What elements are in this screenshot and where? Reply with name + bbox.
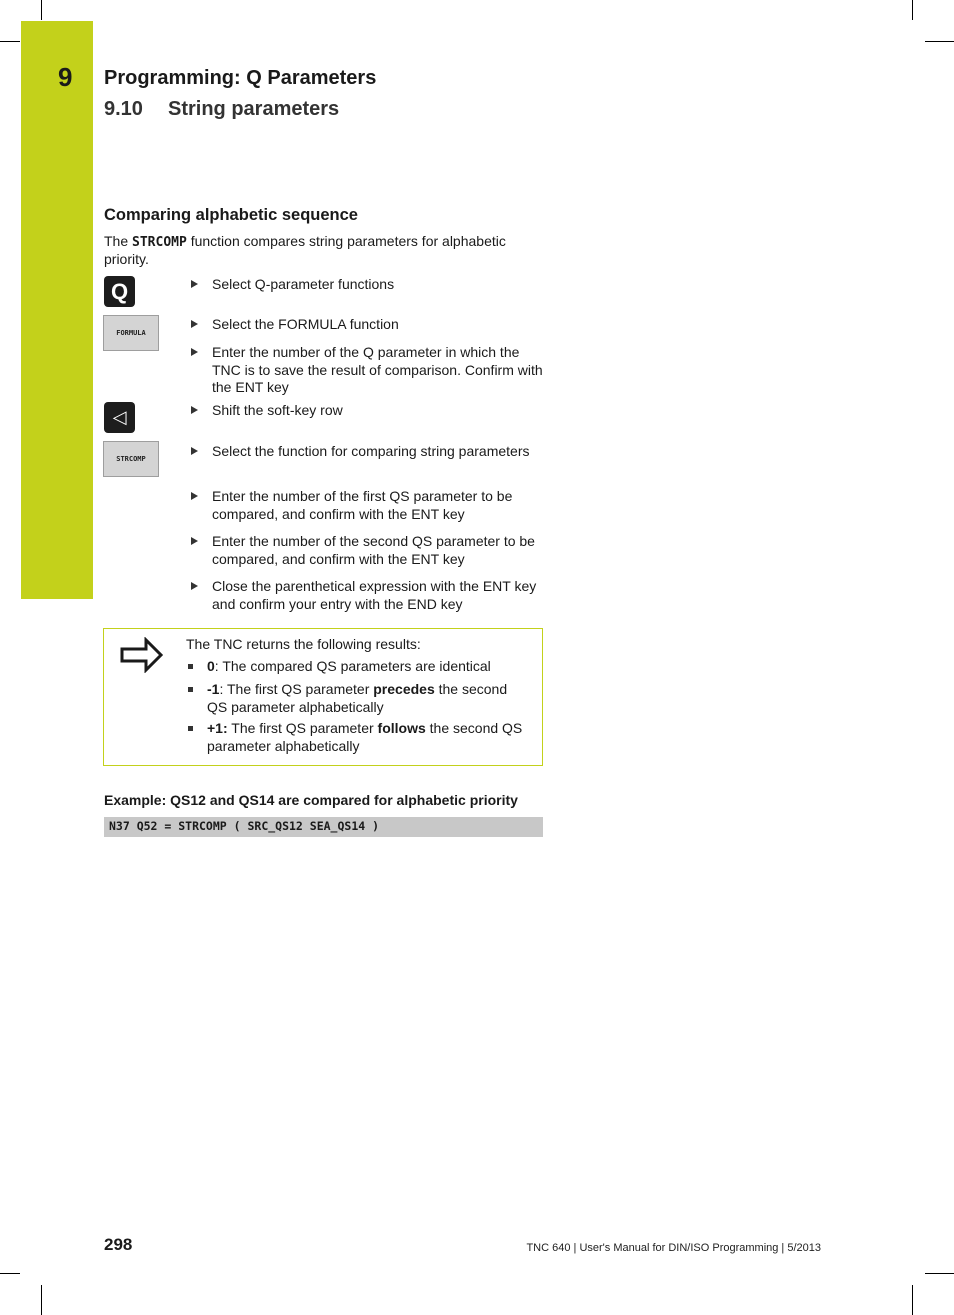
- result-item: [188, 720, 528, 755]
- arrow-bullet-icon: [191, 320, 198, 328]
- crop-mark: [41, 0, 42, 20]
- intro-text: function compares string parameters for alphabetic priority.: [104, 233, 506, 267]
- note-lead: The TNC returns the following results:: [186, 636, 421, 652]
- step-item: [191, 344, 543, 397]
- step-text: Shift the soft-key row: [212, 402, 343, 418]
- result-text: : The first QS parameter: [219, 681, 374, 697]
- crop-mark: [925, 41, 954, 42]
- result-text: the second QS parameter alphabetically: [207, 720, 523, 754]
- result-text: The first QS parameter: [227, 720, 378, 736]
- section-number: 9.10: [104, 98, 143, 120]
- step-text: Close the parenthetical expression with the ENT key and confirm your entry with the END key: [212, 578, 537, 612]
- result-text: the second QS parameter alphabetically: [207, 681, 508, 715]
- step-item: [191, 316, 543, 334]
- subsection-heading: Comparing alphabetic sequence: [104, 206, 358, 224]
- step-item: [191, 578, 543, 613]
- result-text: : The compared QS parameters are identical: [214, 658, 491, 674]
- arrow-bullet-icon: [191, 406, 198, 414]
- result-emphasis: follows: [377, 720, 426, 736]
- step-text: Select the function for comparing string parameters: [212, 443, 530, 459]
- square-bullet-icon: [188, 664, 193, 669]
- step-item: [191, 276, 543, 294]
- crop-mark: [925, 1273, 954, 1274]
- result-item: [188, 681, 528, 716]
- crop-mark: [912, 0, 913, 20]
- step-item: [191, 402, 543, 420]
- arrow-bullet-icon: [191, 492, 198, 500]
- result-emphasis: precedes: [373, 681, 435, 697]
- q-key-icon: Q: [104, 276, 135, 307]
- example-code-block: [104, 817, 543, 837]
- square-bullet-icon: [188, 687, 193, 692]
- footer-text: TNC 640 | User's Manual for DIN/ISO Programming | 5/2013: [526, 1242, 821, 1254]
- step-item: [191, 443, 543, 461]
- example-code: N37 Q52 = STRCOMP ( SRC_QS12 SEA_QS14 ): [109, 819, 380, 833]
- result-value: 0: [207, 658, 215, 674]
- square-bullet-icon: [188, 726, 193, 731]
- intro-text: The: [104, 233, 133, 249]
- step-text: Select Q-parameter functions: [212, 276, 395, 292]
- result-value: -1: [207, 681, 220, 697]
- crop-mark: [41, 1285, 42, 1315]
- result-value: +1:: [207, 720, 228, 736]
- formula-softkey-icon: FORMULA: [103, 315, 159, 351]
- note-box: [103, 628, 543, 766]
- shift-softkey-row-icon: ◁: [104, 402, 135, 433]
- section-name: String parameters: [168, 98, 340, 120]
- note-arrow-icon: [120, 637, 164, 673]
- page-number: 298: [104, 1235, 133, 1254]
- chapter-title: Programming: Q Parameters: [104, 67, 377, 89]
- arrow-bullet-icon: [191, 280, 198, 288]
- section-title: [104, 98, 339, 121]
- intro-paragraph: [104, 233, 544, 268]
- chapter-tab: [21, 21, 93, 599]
- step-text: Enter the number of the Q parameter in which the TNC is to save the result of comparison. Confirm with the ENT key: [212, 344, 543, 395]
- arrow-bullet-icon: [191, 348, 198, 356]
- chapter-number: 9: [58, 62, 73, 92]
- arrow-bullet-icon: [191, 537, 198, 545]
- step-text: Enter the number of the first QS parameter to be compared, and confirm with the ENT key: [212, 488, 513, 522]
- result-item: [188, 658, 528, 676]
- step-text: Select the FORMULA function: [212, 316, 399, 332]
- crop-mark: [0, 1273, 20, 1274]
- step-item: [191, 533, 543, 568]
- step-item: [191, 488, 543, 523]
- strcomp-softkey-icon: STRCOMP: [103, 441, 159, 477]
- arrow-bullet-icon: [191, 447, 198, 455]
- intro-code: STRCOMP: [132, 235, 187, 250]
- example-heading: Example: QS12 and QS14 are compared for alphabetic priority: [104, 792, 518, 808]
- crop-mark: [912, 1285, 913, 1315]
- arrow-bullet-icon: [191, 582, 198, 590]
- crop-mark: [0, 41, 20, 42]
- step-text: Enter the number of the second QS parameter to be compared, and confirm with the ENT key: [212, 533, 535, 567]
